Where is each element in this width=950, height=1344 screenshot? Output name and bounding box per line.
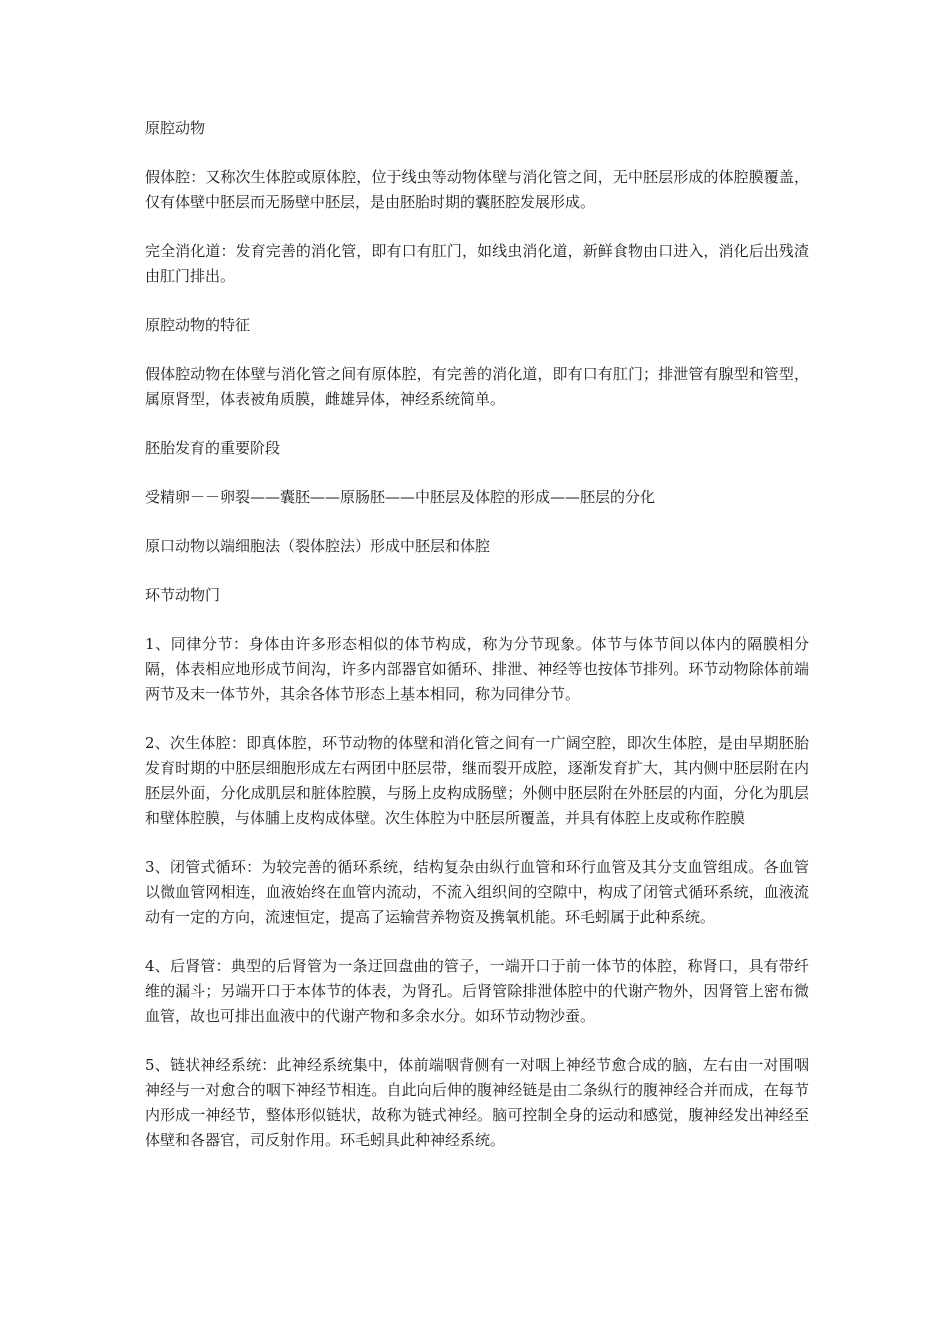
section-title-annelida: 环节动物门 — [145, 586, 221, 604]
section-title-embryo-stages: 胚胎发育的重要阶段 — [145, 439, 281, 457]
definition-complete-digestive-tract: 完全消化道：发育完善的消化管，即有口有肛门，如线虫消化道，新鲜食物由口进入，消化后出残渣由肛门排出。 — [145, 242, 809, 285]
section-title-pseudocoelomates: 原腔动物 — [145, 119, 206, 137]
document-page — [145, 116, 809, 1177]
annelida-point-2: 2、次生体腔：即真体腔，环节动物的体壁和消化管之间有一广阔空腔，即次生体腔，是由早期胚胎发育时期的中胚层细胞形成左右两团中胚层带，继而裂开成腔，逐渐发育扩大，其内侧中胚层附在内胚层外面，分化成肌层和脏体腔膜，与肠上皮构成肠壁；外侧中胚层附在外胚层的内面，分化为肌层和壁体腔膜，与体脯上皮构成体壁。次生体腔为中胚层所覆盖，并具有体腔上皮或称作腔膜 — [145, 734, 809, 827]
annelida-point-3: 3、闭管式循环：为较完善的循环系统，结构复杂由纵行血管和环行血管及其分支血管组成。各血管以微血管网相连，血液始终在血管内流动，不流入组织间的空隙中，构成了闭管式循环系统，血液流动有一定的方向，流速恒定，提高了运输营养物资及携氧机能。环毛蚓属于此种系统。 — [145, 858, 809, 926]
embryo-stages-sequence: 受精卵－－卵裂——囊胚——原肠胚——中胚层及体腔的形成——胚层的分化 — [145, 488, 656, 506]
annelida-point-4: 4、后肾管：典型的后肾管为一条迂回盘曲的管子，一端开口于前一体节的体腔，称肾口，具有带纤维的漏斗；另端开口于本体节的体表，为肾孔。后肾管除排泄体腔中的代谢产物外，因肾管上密布微血管，故也可排出血液中的代谢产物和多余水分。如环节动物沙蚕。 — [145, 957, 809, 1025]
section-title-pseudocoelomate-features: 原腔动物的特征 — [145, 316, 251, 334]
annelida-point-1: 1、同律分节：身体由许多形态相似的体节构成，称为分节现象。体节与体节间以体内的隔膜相分隔，体表相应地形成节间沟，许多内部器官如循环、排泄、神经等也按体节排列。环节动物除体前端两节及末一体节外，其余各体节形态上基本相同，称为同律分节。 — [145, 635, 809, 703]
protostome-mesoderm-note: 原口动物以端细胞法（裂体腔法）形成中胚层和体腔 — [145, 537, 491, 555]
annelida-point-5: 5、链状神经系统：此神经系统集中，体前端咽背侧有一对咽上神经节愈合成的脑，左右由一对围咽神经与一对愈合的咽下神经节相连。自此向后伸的腹神经链是由二条纵行的腹神经合并而成，在每节内形成一神经节，整体形似链状，故称为链式神经。脑可控制全身的运动和感觉，腹神经发出神经至体壁和各器官，司反射作用。环毛蚓具此种神经系统。 — [145, 1056, 809, 1149]
features-paragraph: 假体腔动物在体壁与消化管之间有原体腔，有完善的消化道，即有口有肛门；排泄管有腺型和管型，属原肾型，体表被角质膜，雌雄异体，神经系统简单。 — [145, 365, 809, 408]
definition-pseudocoelom: 假体腔：又称次生体腔或原体腔，位于线虫等动物体壁与消化管之间，无中胚层形成的体腔膜覆盖，仅有体壁中胚层而无肠壁中胚层，是由胚胎时期的囊胚腔发展形成。 — [145, 168, 809, 211]
